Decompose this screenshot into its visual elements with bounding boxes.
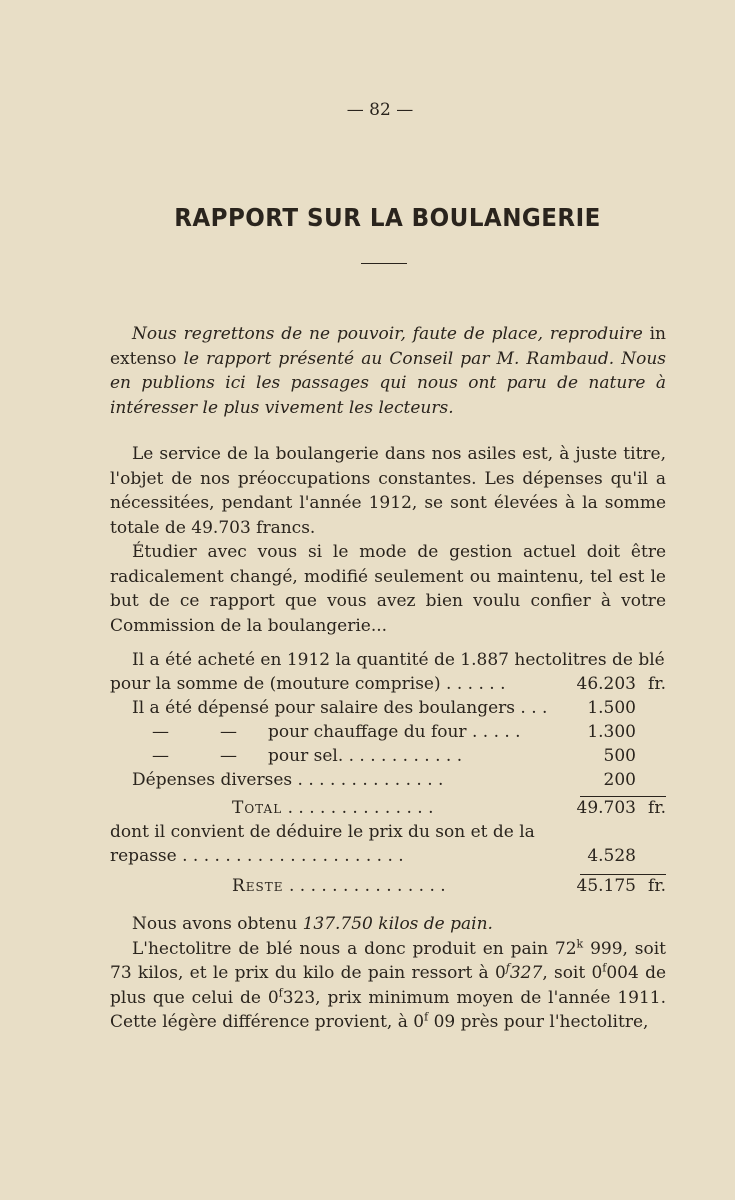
reste-label: Reste	[232, 876, 284, 896]
total-unit: fr.	[648, 798, 666, 818]
table-row	[110, 696, 666, 720]
row-amount: 200	[603, 770, 636, 790]
ditto-mark: —	[152, 722, 169, 742]
p3-text-d: 999, soit 73 kilos, et le prix du kilo de pain ressort à 0	[110, 938, 667, 983]
ditto-mark: —	[220, 746, 237, 766]
row-label: Dépenses diverses . . . . . . . . . . . . . .	[132, 770, 444, 790]
p3-text-a: Nous avons obtenu	[132, 914, 303, 934]
row-label: pour sel. . . . . . . . . . . .	[268, 746, 463, 766]
p3-sup: f	[424, 1010, 429, 1024]
p3-text-c: L'hectolitre de blé nous a donc produit en pain 72	[132, 938, 577, 959]
intro-extenso: extenso	[110, 348, 177, 369]
intro-rest: le rapport présenté au Conseil par M. Rambaud. Nous en publions ici les passages qui nous ont paru de nature à intéresser le plus vivement les lecteurs.	[110, 348, 666, 418]
title-rule	[361, 263, 407, 264]
row-label: Il a été dépensé pour salaire des boulangers . . .	[132, 698, 548, 718]
total-amount: 49.703	[576, 798, 636, 818]
table-row	[110, 844, 666, 868]
paragraph-2-text: Étudier avec vous si le mode de gestion actuel doit être radicalement changé, modifié seulement ou maintenu, tel est le but de ce rapport que vous avez bien voulu confier à votre Commission de la boulangerie...	[110, 542, 666, 636]
row-label: pour la somme de (mouture comprise) . . . . . .	[110, 674, 506, 694]
table-row	[110, 744, 666, 768]
table-row	[110, 768, 666, 792]
p3-sup: f	[602, 961, 607, 975]
reste-amount: 45.175	[576, 876, 636, 896]
intro-line1: Nous regrettons de ne pouvoir, faute de place, reproduire	[132, 324, 643, 344]
row-label: pour chauffage du four . . . . .	[268, 722, 521, 742]
paragraph-1	[110, 442, 666, 540]
p3-text-g: 004 de plus que celui de 0	[110, 963, 667, 1008]
reste-unit: fr.	[648, 876, 666, 896]
p3-text-b: 137.750 kilos de pain.	[302, 914, 493, 934]
p3-sup: f	[505, 961, 510, 975]
table-row	[110, 720, 666, 744]
p3-sup: k	[576, 936, 584, 950]
row-amount: 4.528	[587, 846, 636, 866]
table-row	[110, 820, 666, 844]
row-amount: 500	[603, 746, 636, 766]
intro-paragraph	[110, 322, 666, 420]
table-row-total	[110, 796, 666, 820]
ditto-mark: —	[220, 722, 237, 742]
p3-text-e: 327	[509, 963, 543, 983]
p3-text-f: , soit 0	[542, 963, 603, 983]
row-label: repasse . . . . . . . . . . . . . . . . . . . . .	[110, 846, 404, 866]
paragraph-3	[110, 912, 666, 1035]
row-text: Il a été acheté en 1912 la quantité de 1.887 hectolitres de blé	[132, 650, 665, 670]
table-row	[110, 672, 666, 696]
p3-text-i: 09 près pour l'hectolitre,	[428, 1012, 649, 1032]
total-dots: . . . . . . . . . . . . . .	[282, 798, 434, 818]
row-amount: 1.500	[587, 698, 636, 718]
paragraph-2	[110, 540, 666, 638]
page-title: RAPPORT SUR LA BOULANGERIE	[174, 203, 601, 232]
p3-sup: f	[278, 985, 283, 999]
table-row-reste	[110, 874, 666, 898]
reste-dots: . . . . . . . . . . . . . . .	[283, 876, 446, 896]
total-label: Total	[232, 798, 283, 818]
paragraph-1-text: Le service de la boulangerie dans nos asiles est, à juste titre, l'objet de nos préoccupations constantes. Les dépenses qu'il a nécessitées, pendant l'année 1912, se sont élevées à la somme totale de 49.703 francs.	[110, 444, 666, 538]
row-amount: 46.203	[576, 674, 636, 694]
row-unit: fr.	[648, 674, 666, 694]
p3-text-h: 323, prix minimum moyen de l'année 1911. Cette légère différence provient, à 0	[110, 987, 666, 1032]
row-amount: 1.300	[587, 722, 636, 742]
ditto-mark: —	[152, 746, 169, 766]
expense-table	[110, 648, 666, 898]
intro-in: in	[642, 324, 666, 344]
table-row	[110, 648, 666, 672]
row-text: dont il convient de déduire le prix du son et de la	[110, 822, 535, 842]
page-number: — 82 —	[346, 100, 414, 120]
